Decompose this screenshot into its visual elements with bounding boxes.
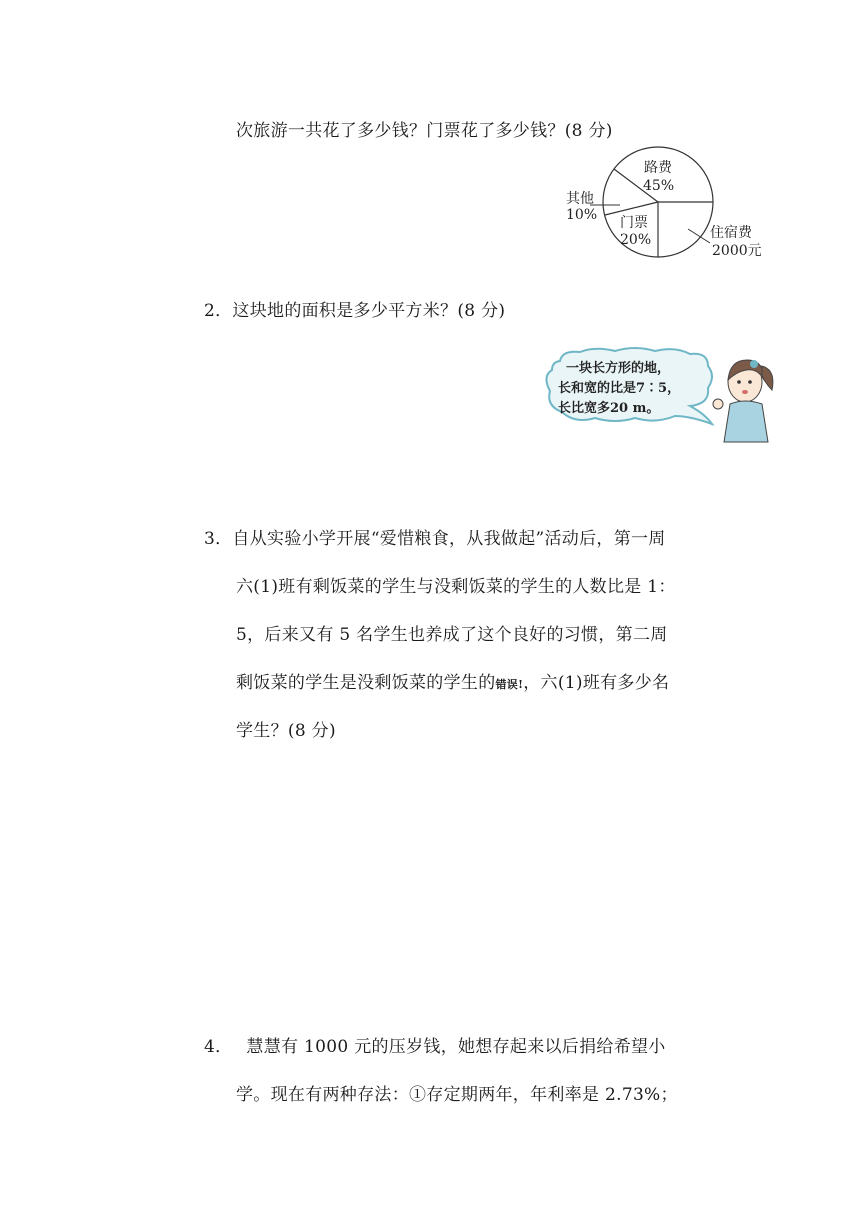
bubble-line-2: 长和宽的比是7∶5，: [558, 381, 681, 396]
q1-text: 次旅游一共花了多少钱？门票花了多少钱？(8 分): [236, 121, 613, 141]
q4-line-1: [204, 1032, 666, 1057]
q3-line-1: [204, 524, 666, 549]
q2-text: [204, 296, 505, 321]
q3-line-4: [236, 668, 669, 693]
pie-label-zhusu: 住宿费: [710, 225, 752, 241]
pie-label-lufei: 路费: [644, 160, 672, 176]
q4-number: 4．: [204, 1037, 233, 1057]
bubble-line-1: 一块长方形的地，: [566, 361, 671, 376]
girl-illustration: [540, 346, 780, 446]
q4-line-2: 学。现在有两种存法：①存定期两年，年利率是 2.73%；: [236, 1085, 678, 1105]
q3-line-4-b: ，六(1)班有多少名: [523, 673, 670, 693]
pie-chart: [560, 145, 780, 265]
q2-number: 2．: [204, 301, 233, 321]
q3-number: 3．: [204, 529, 233, 549]
q3-line-4-a: 剩饭菜的学生是没剩饭菜的学生的: [236, 673, 496, 693]
pie-value-lufei: 45%: [643, 178, 675, 194]
pie-label-menpiao: 门票: [620, 215, 648, 231]
q3-line-3: 5，后来又有 5 名学生也养成了这个良好的习惯，第二周: [236, 625, 668, 645]
q3-line-5: 学生？(8 分): [236, 721, 336, 741]
error-marker: 错误!: [495, 678, 524, 691]
q4-line-1-text: 慧慧有 1000 元的压岁钱，她想存起来以后捐给希望小: [246, 1037, 666, 1057]
q3-line-2: 六(1)班有剩饭菜的学生与没剩饭菜的学生的人数比是 1：: [236, 577, 676, 597]
bubble-line-3: 长比宽多20 m。: [558, 401, 660, 416]
q3-line-1-text: 自从实验小学开展“爱惜粮食，从我做起”活动后，第一周: [232, 529, 666, 549]
pie-value-zhusu: 2000元: [712, 243, 762, 259]
girl-figure: [713, 360, 773, 442]
pie-label-qita: 其他: [566, 191, 594, 207]
pie-value-qita: 10%: [566, 207, 598, 223]
q2-body: 这块地的面积是多少平方米？(8 分): [232, 301, 506, 321]
pie-value-menpiao: 20%: [620, 232, 652, 248]
